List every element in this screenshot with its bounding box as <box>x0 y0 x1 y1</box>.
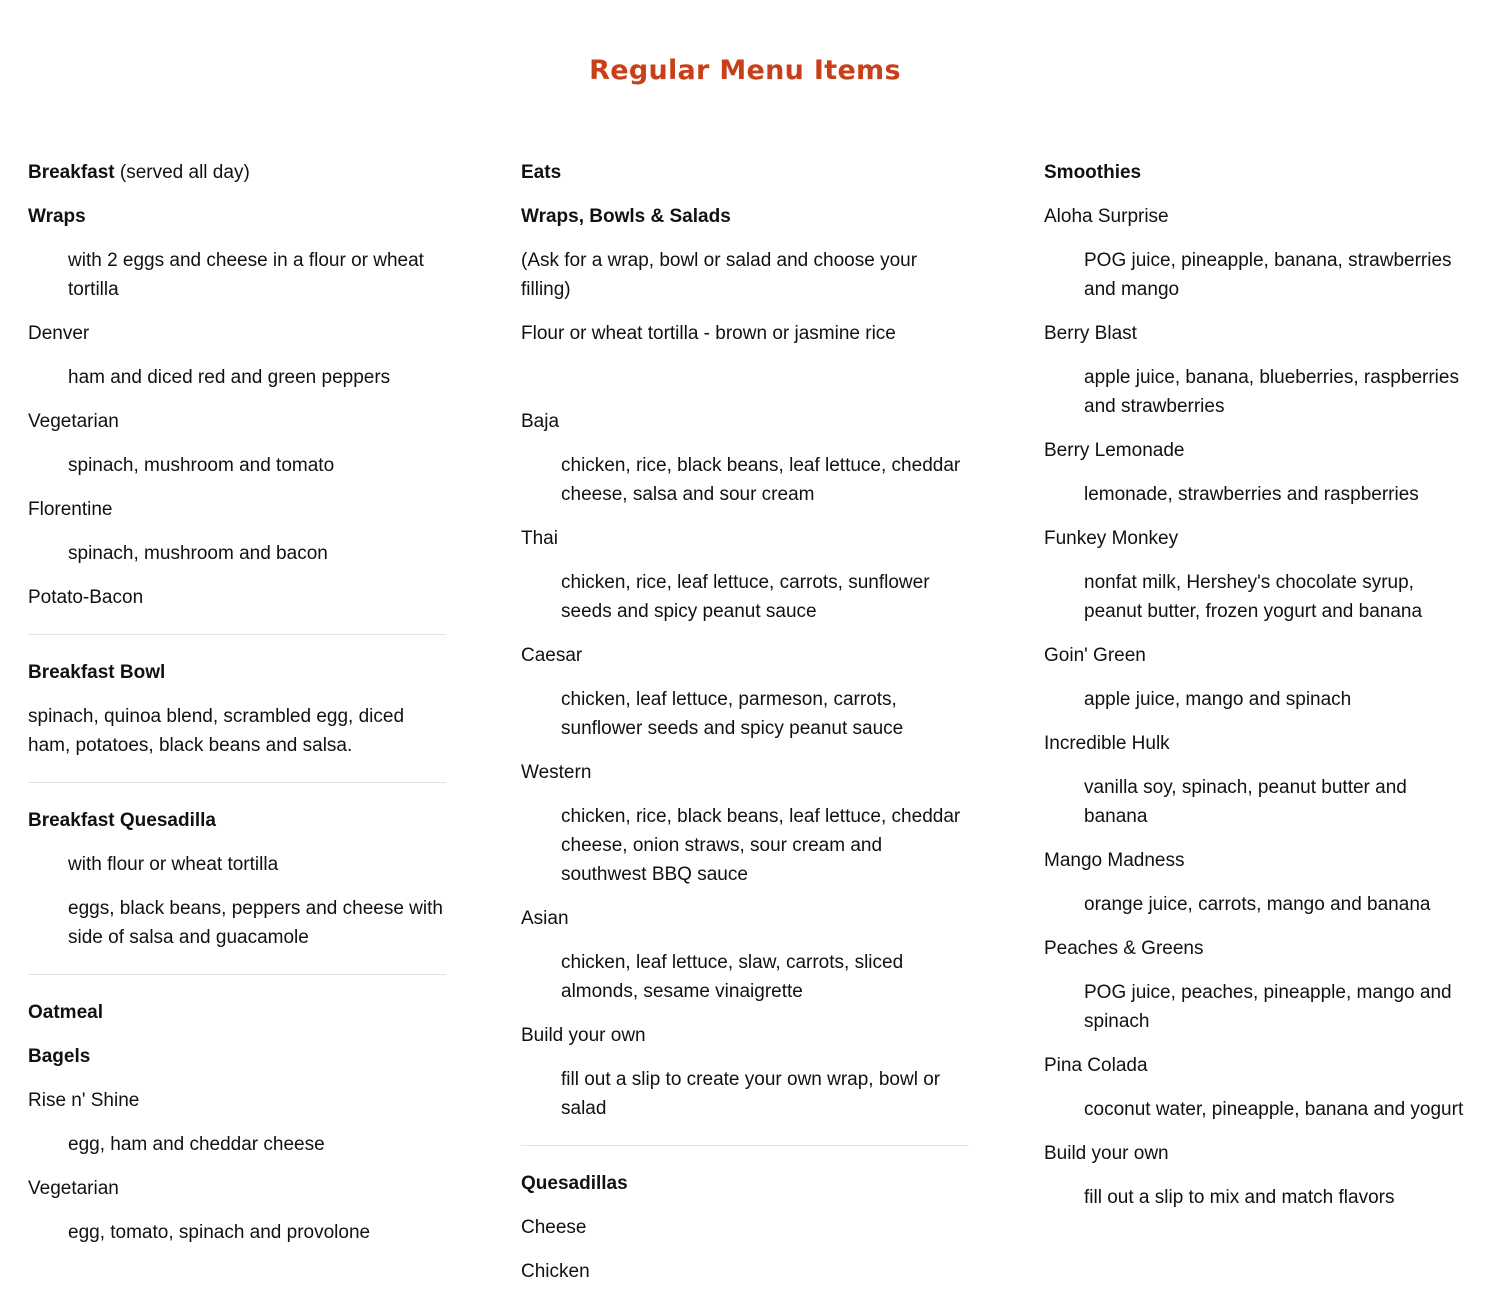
item-description: with flour or wheat tortilla <box>68 854 279 875</box>
menu-item: Caesar <box>521 645 583 666</box>
item-description: egg, tomato, spinach and provolone <box>68 1222 371 1243</box>
menu-item: Build your own <box>1044 1143 1169 1164</box>
menu-item: Goin' Green <box>1044 645 1146 666</box>
item-description: ham and diced red and green peppers <box>68 367 391 388</box>
item-description: fill out a slip to mix and match flavors <box>1084 1187 1395 1208</box>
heading-note: (served all day) <box>114 162 250 183</box>
item-description: orange juice, carrots, mango and banana <box>1084 894 1431 915</box>
item-description: fill out a slip to create your own wrap, bowl or salad <box>561 1069 941 1119</box>
item-description: POG juice, peaches, pineapple, mango and spinach <box>1084 982 1452 1032</box>
item-description: chicken, leaf lettuce, slaw, carrots, sliced almonds, sesame vinaigrette <box>561 952 904 1002</box>
item-description: chicken, rice, black beans, leaf lettuce, cheddar cheese, onion straws, sour cream and southwest BBQ sauce <box>561 806 961 885</box>
item-description: eggs, black beans, peppers and cheese with side of salsa and guacamole <box>68 898 443 948</box>
menu-item: Florentine <box>28 499 113 520</box>
section-heading: Smoothies <box>1044 162 1142 183</box>
menu-item: Flour or wheat tortilla - brown or jasmine rice <box>521 323 896 344</box>
item-description: egg, ham and cheddar cheese <box>68 1134 325 1155</box>
section-heading <box>28 158 446 187</box>
item-description: vanilla soy, spinach, peanut butter and banana <box>1084 777 1407 827</box>
item-description: chicken, leaf lettuce, parmeson, carrots, sunflower seeds and spicy peanut sauce <box>561 689 904 739</box>
item-description: chicken, rice, leaf lettuce, carrots, sunflower seeds and spicy peanut sauce <box>561 572 930 622</box>
menu-item: Potato-Bacon <box>28 587 144 608</box>
menu-item: Denver <box>28 323 90 344</box>
section-heading: Oatmeal <box>28 1002 103 1023</box>
smoothies-column <box>1044 158 1464 1227</box>
breakfast-column <box>28 158 446 1262</box>
menu-item: spinach, quinoa blend, scrambled egg, diced ham, potatoes, black beans and salsa. <box>28 706 405 756</box>
menu-item: Incredible Hulk <box>1044 733 1170 754</box>
menu-item: Baja <box>521 411 560 432</box>
menu-item: Vegetarian <box>28 411 119 432</box>
menu-item: Funkey Monkey <box>1044 528 1179 549</box>
section-divider <box>521 1145 969 1146</box>
menu-item: Build your own <box>521 1025 646 1046</box>
item-description: apple juice, mango and spinach <box>1084 689 1352 710</box>
section-divider <box>28 634 446 635</box>
menu-item: Mango Madness <box>1044 850 1185 871</box>
item-description: coconut water, pineapple, banana and yogurt <box>1084 1099 1464 1120</box>
section-divider <box>28 782 446 783</box>
item-description: spinach, mushroom and bacon <box>68 543 328 564</box>
section-heading: Wraps <box>28 206 86 227</box>
section-heading: Wraps, Bowls & Salads <box>521 206 731 227</box>
spacer <box>521 363 969 407</box>
menu-item: Thai <box>521 528 558 549</box>
menu-item: Asian <box>521 908 569 929</box>
menu-item: (Ask for a wrap, bowl or salad and choose your filling) <box>521 250 918 300</box>
menu-item: Berry Blast <box>1044 323 1137 344</box>
page-title: Regular Menu Items <box>589 55 901 86</box>
section-heading: Breakfast Bowl <box>28 662 166 683</box>
section-heading: Quesadillas <box>521 1173 628 1194</box>
menu-item: Western <box>521 762 592 783</box>
item-description: POG juice, pineapple, banana, strawberries and mango <box>1084 250 1452 300</box>
menu-item: Chicken <box>521 1261 590 1282</box>
menu-item: Vegetarian <box>28 1178 119 1199</box>
item-description: with 2 eggs and cheese in a flour or wheat tortilla <box>68 250 424 300</box>
section-divider <box>28 974 446 975</box>
menu-item: Pina Colada <box>1044 1055 1148 1076</box>
item-description: nonfat milk, Hershey's chocolate syrup, peanut butter, frozen yogurt and banana <box>1084 572 1423 622</box>
eats-column <box>521 158 969 1301</box>
item-description: spinach, mushroom and tomato <box>68 455 335 476</box>
menu-item: Berry Lemonade <box>1044 440 1185 461</box>
menu-item: Rise n' Shine <box>28 1090 140 1111</box>
menu-item: Peaches & Greens <box>1044 938 1204 959</box>
section-heading: Breakfast Quesadilla <box>28 810 216 831</box>
section-heading: Eats <box>521 162 562 183</box>
menu-item: Aloha Surprise <box>1044 206 1169 227</box>
heading-label: Breakfast <box>28 162 115 183</box>
item-description: chicken, rice, black beans, leaf lettuce, cheddar cheese, salsa and sour cream <box>561 455 961 505</box>
item-description: apple juice, banana, blueberries, raspberries and strawberries <box>1084 367 1459 417</box>
menu-item: Cheese <box>521 1217 587 1238</box>
item-description: lemonade, strawberries and raspberries <box>1084 484 1419 505</box>
section-heading: Bagels <box>28 1046 91 1067</box>
